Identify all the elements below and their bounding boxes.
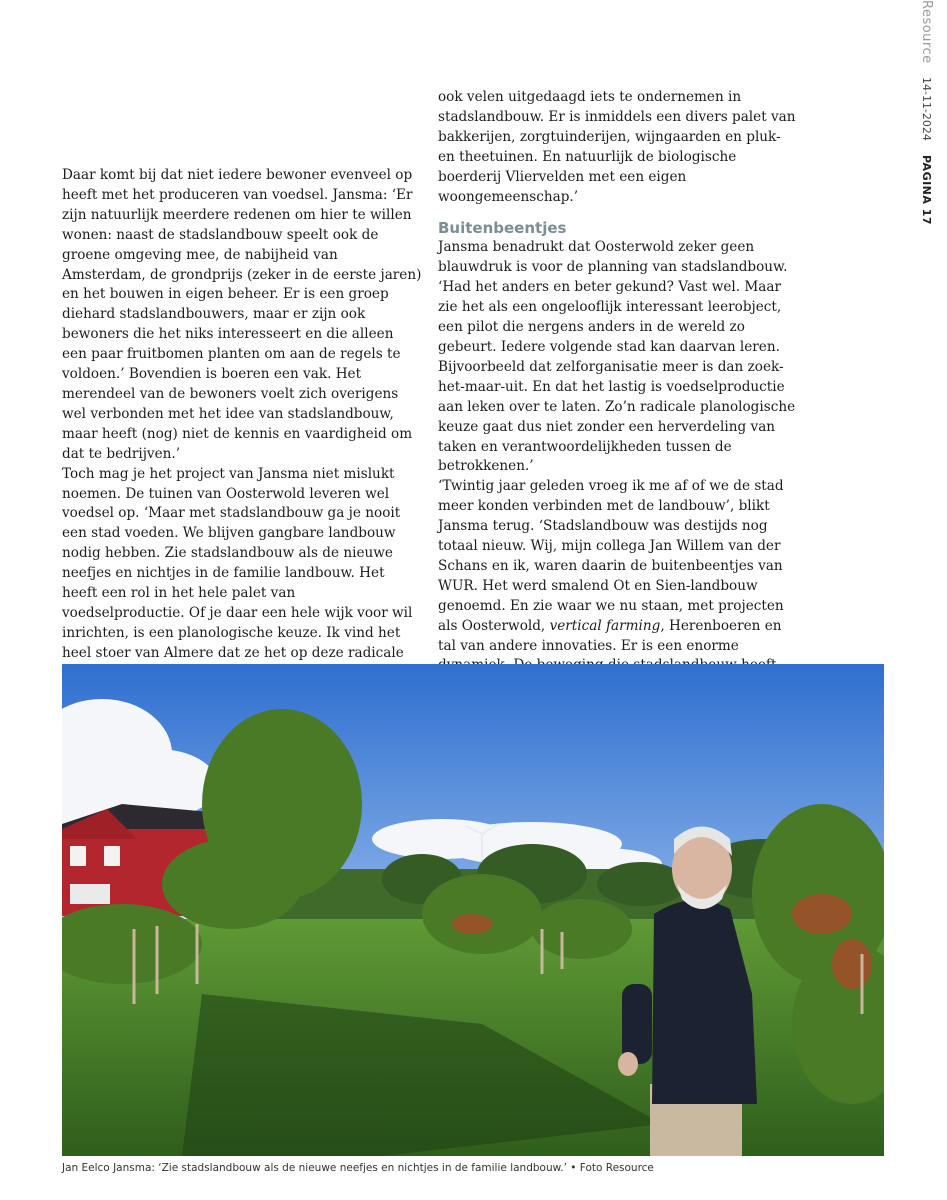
article-photo bbox=[62, 664, 884, 1156]
photo-caption: Jan Eelco Jansma: ‘Zie stadslandbouw als de nieuwe neefjes en nichtjes in de familie landbouw.’ • Foto Resource bbox=[62, 1162, 654, 1174]
paragraph: Toch mag je het project van Jansma niet mislukt noemen. De tuinen van Oosterwold leveren wel voedsel op. ‘Maar met stadslandbouw ga je nooit een stad voeden. We blijven gangbare landbouw nodig hebben. Zie stadslandbouw als de nieuwe neefjes en nichtjes in de familie landbouw. Het heeft een rol in het hele palet van voedselproductie. Of je daar een hele wijk voor wil inrichten, is een planologische keuze. Ik vind het heel stoer van Almere dat ze het op deze radicale bbox=[62, 465, 413, 661]
paragraph-text: , Herenboeren en tal van andere innovaties. Er is een enorme bbox=[438, 617, 782, 654]
garden-photo-illustration bbox=[62, 664, 884, 1156]
page-sidebar bbox=[912, 0, 934, 225]
issue-date: 14-11-2024 bbox=[920, 77, 933, 142]
section-subheading: Buitenbeentjes bbox=[438, 219, 567, 238]
left-text-column bbox=[62, 166, 422, 703]
paragraph-text: ‘Twintig jaar geleden vroeg ik me af of we de stad meer konden verbinden met de landbouw’, blikt Jansma terug. ‘Stadslandbouw was destijds nog totaal nieuw. Wij, mijn collega Jan Willem van der Schans en ik, waren daarin de buitenbeentjes van WUR. Het werd smalend Ot en Sien-landbouw genoemd. En zie waar we nu staan, met projecten als Oosterwold, bbox=[438, 478, 784, 634]
paragraph: Jansma benadrukt dat Oosterwold zeker geen blauwdruk is voor de planning van stadslandbouw. ‘Had het anders en beter gekund? Vast wel. Maar zie het als een ongelooflijk interessant leerobject, een pilot die nergens anders in de wereld zo gebeurt. Iedere volgende stad kan daarvan leren. Bijvoorbeeld dat zelforganisatie meer is dan zoek-het-maar-uit. En dat het lastig is voedselproductie aan leken over te laten. Zo’n radicale planologische keuze gaat dus niet zonder een herverdeling van taken en verantwoordelijkheden tussen de betrokkenen.’ bbox=[438, 239, 796, 475]
right-text-column bbox=[438, 88, 798, 696]
page-number: PAGINA 17 bbox=[920, 154, 933, 225]
publication-name: Resource bbox=[919, 0, 934, 64]
italic-term: vertical farming bbox=[549, 617, 661, 634]
paragraph: ook velen uitgedaagd iets te ondernemen in stadslandbouw. Er is inmiddels een divers palet van bakkerijen, zorgtuinderijen, wijngaarden en pluk- en theetuinen. En natuurlijk de biologische boerderij Vliervelden met een eigen woongemeenschap.’ bbox=[438, 89, 796, 205]
paragraph: Daar komt bij dat niet iedere bewoner evenveel op heeft met het produceren van voedsel. Jansma: ‘Er zijn natuurlijk meerdere redenen om hier te willen wonen: naast de stadslandbouw speelt ook de groene omgeving mee, de nabijheid van Amsterdam, de grondprijs (zeker in de eerste jaren) en het bouwen in eigen beheer. Er is een groep diehard stadslandbouwers, maar er zijn ook bewoners die het niks interesseert en die alleen een paar fruitbomen planten om aan de regels te voldoen.’ Bovendien is boeren een vak. Het merendeel van de bewoners voelt zich overigens wel verbonden met het idee van stadslandbouw, maar heeft (nog) niet de kennis en vaardigheid om dat te bedrijven.’ bbox=[62, 167, 422, 462]
